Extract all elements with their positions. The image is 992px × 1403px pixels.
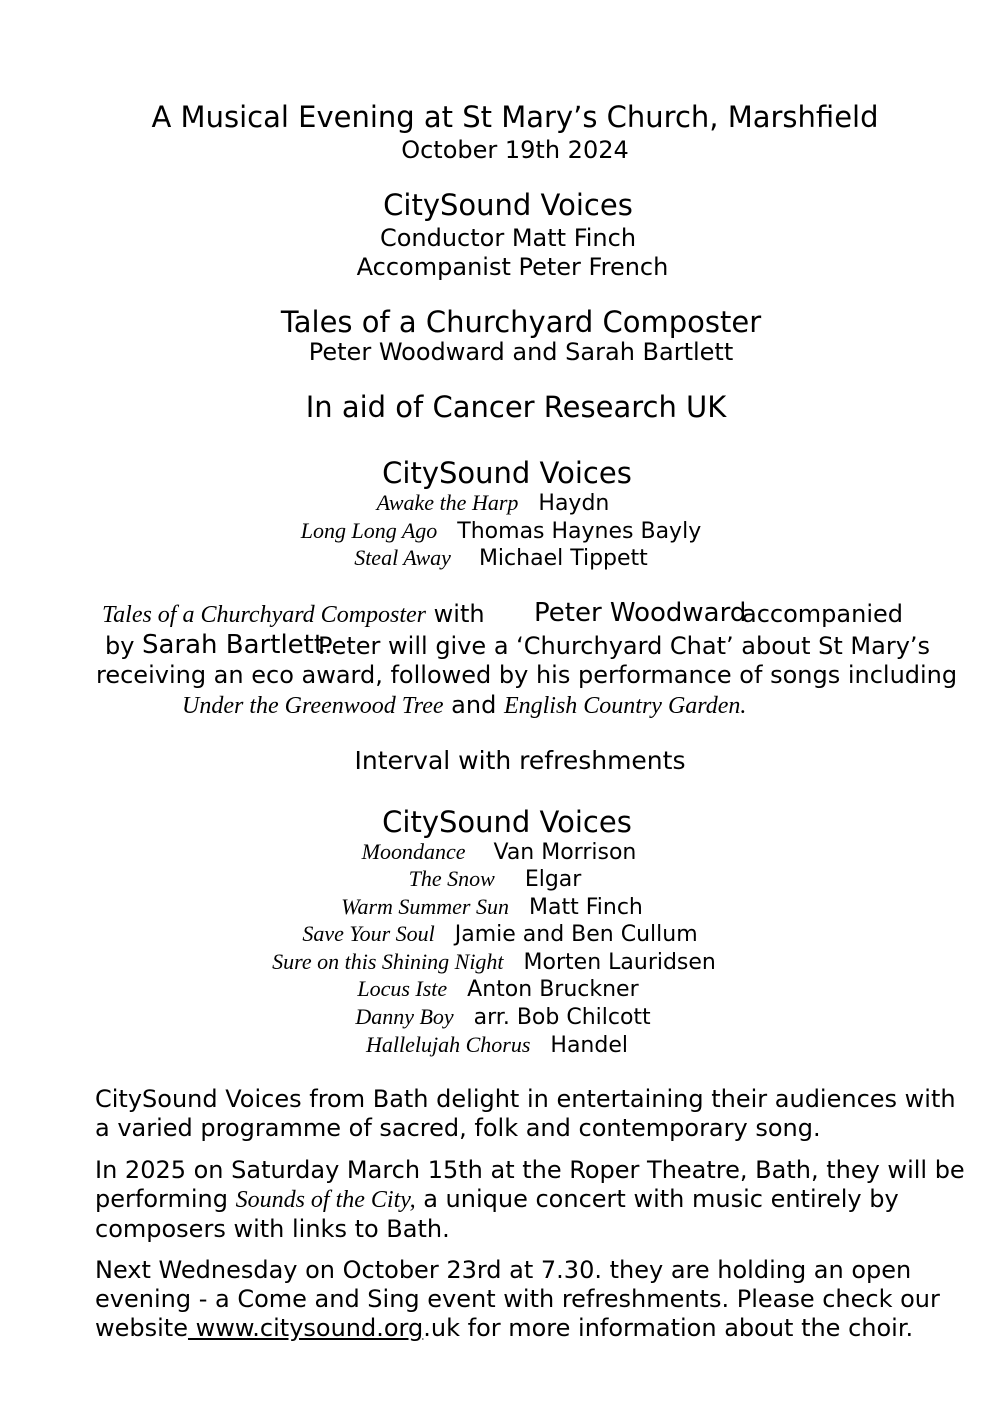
about-p1-line-2: a varied programme of sacred, folk and contemporary song. [95, 1114, 821, 1142]
work-title: The Snow [408, 866, 495, 891]
programme-item [0, 1004, 992, 1030]
tales-paragraph-line-1 [102, 600, 485, 629]
programme-item [0, 921, 992, 947]
composer-name: Handel [550, 1033, 628, 1058]
part2-heading: CitySound Voices [382, 805, 632, 839]
composer-name: Jamie and Ben Cullum [454, 922, 698, 947]
song-title: English Country Garden. [503, 693, 747, 719]
choir-name: CitySound Voices [383, 188, 633, 222]
composer-name: Thomas Haynes Bayly [457, 519, 702, 544]
accompanist-name: Sarah Bartlett. [142, 630, 333, 660]
event-date: October 19th 2024 [401, 136, 629, 164]
work-title: Moondance [361, 839, 466, 864]
programme-item [0, 1032, 992, 1058]
programme-item [0, 518, 992, 544]
composer-name: Elgar [524, 867, 582, 892]
work-title: Steal Away [354, 545, 451, 570]
tales-title: Tales of a Churchyard Composter [280, 305, 762, 339]
about-p2-line-3: composers with links to Bath. [95, 1215, 450, 1243]
about-p3-line-3 [95, 1314, 940, 1343]
by-word: by [105, 632, 135, 660]
programme-item [0, 866, 990, 892]
work-title: Locus Iste [357, 976, 448, 1001]
programme-item [0, 894, 984, 920]
performer-name: Peter Woodward [534, 598, 747, 628]
tales-paragraph-line-2: Peter will give a ‘Churchyard Chat’ about St Mary’s [318, 632, 931, 660]
performing-text: performing [95, 1185, 228, 1213]
about-p2-line-1: In 2025 on Saturday March 15th at the Roper Theatre, Bath, they will be [95, 1156, 965, 1184]
accompanist-line: Accompanist Peter French [356, 253, 669, 281]
about-paragraph-2 [95, 1156, 965, 1244]
about-paragraph-1 [95, 1085, 956, 1143]
charity-line: In aid of Cancer Research UK [305, 390, 727, 424]
about-p1-line-1: CitySound Voices from Bath delight in entertaining their audiences with [95, 1085, 956, 1113]
concert-title: Sounds of the City, [235, 1187, 416, 1213]
about-p3-line-1: Next Wednesday on October 23rd at 7.30. they are holding an open [95, 1256, 912, 1284]
work-title: Hallelujah Chorus [366, 1032, 531, 1057]
interval-line: Interval with refreshments [354, 746, 686, 775]
part1-heading: CitySound Voices [382, 456, 632, 490]
work-title: Warm Summer Sun [341, 894, 509, 919]
event-title: A Musical Evening at St Mary’s Church, Marshfield [151, 100, 879, 134]
programme-item [0, 976, 992, 1002]
website-label: website [95, 1314, 188, 1342]
programme-item [0, 490, 986, 516]
programme-item [0, 545, 992, 571]
programme-item [0, 839, 992, 865]
composer-name: Haydn [538, 491, 610, 516]
tales-paragraph-line-3: receiving an eco award, followed by his performance of songs including [96, 661, 958, 689]
composer-name: Morten Lauridsen [523, 950, 716, 975]
conductor-line: Conductor Matt Finch [379, 224, 637, 252]
work-title: Awake the Harp [376, 490, 519, 515]
concert-description: a unique concert with music entirely by [423, 1185, 899, 1213]
accompanied-word: accompanied [742, 600, 903, 628]
song-title: Under the Greenwood Tree [182, 693, 444, 719]
work-title: Danny Boy [355, 1004, 454, 1029]
work-title: Long Long Ago [300, 518, 438, 543]
about-paragraph-3 [95, 1256, 940, 1343]
about-p3-line-2: evening - a Come and Sing event with refreshments. Please check our [95, 1285, 940, 1313]
composer-name: Van Morrison [493, 840, 637, 865]
and-word: and [451, 691, 497, 719]
work-title: Save Your Soul [302, 921, 435, 946]
composer-name: arr. Bob Chilcott [473, 1005, 651, 1030]
website-suffix: .uk for more information about the choir. [423, 1314, 914, 1342]
composer-name: Anton Bruckner [467, 977, 639, 1002]
tales-paragraph-line-4 [182, 691, 746, 720]
composer-name: Michael Tippett [478, 546, 648, 571]
with-word: with [433, 600, 485, 628]
work-title: Sure on this Shining Night [272, 949, 504, 974]
tales-work: Tales of a Churchyard Composter [102, 602, 427, 628]
about-p2-line-2 [95, 1185, 965, 1215]
tales-performers: Peter Woodward and Sarah Bartlett [308, 338, 734, 366]
composer-name: Matt Finch [529, 895, 643, 920]
programme-item [0, 949, 988, 975]
website-link[interactable]: www.citysound.org [187, 1314, 424, 1342]
